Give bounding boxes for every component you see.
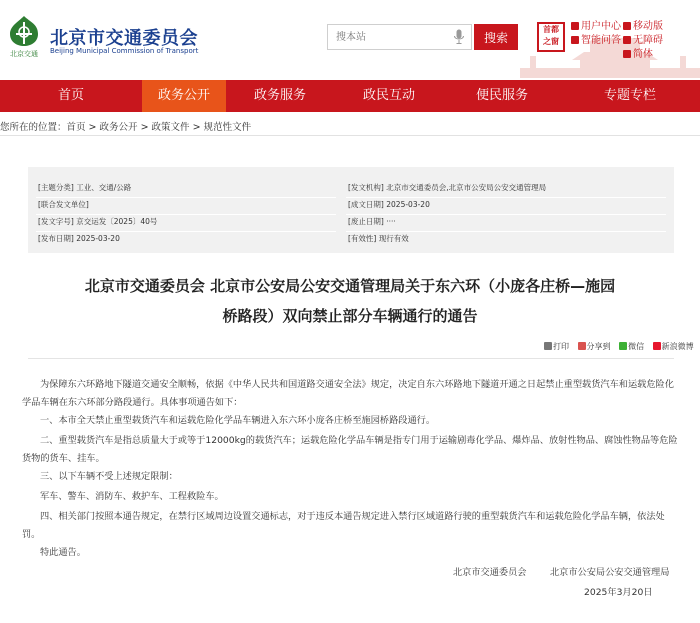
breadcrumb: [0, 119, 700, 133]
share-icon: [578, 342, 586, 350]
weibo-icon: [653, 342, 661, 350]
user-icon: [571, 22, 579, 30]
meta-divider: [36, 231, 336, 232]
search-input[interactable]: [328, 25, 446, 49]
body-paragraph: 四、相关部门按照本通告规定，在禁行区域周边设置交通标志，对于违反本通告规定进入禁行区域道路行驶的重型载货汽车和运载危险化学品车辆，依法处罚。: [22, 511, 665, 540]
breadcrumb-separator: >: [85, 122, 100, 133]
breadcrumb-gov-open[interactable]: 政务公开: [99, 122, 138, 133]
tools-divider: [28, 358, 674, 359]
search-box: [327, 24, 472, 50]
mobile-link[interactable]: 移动版: [623, 17, 663, 32]
site-name-cn[interactable]: 北京市交通委员会: [50, 28, 198, 49]
meta-divider: [346, 197, 666, 198]
traditional-chinese-link[interactable]: 简体: [623, 45, 653, 60]
body-paragraph: 军车、警车、消防车、救护车、工程救险车。: [40, 491, 224, 502]
meta-divider: [346, 231, 666, 232]
meta-issuer: [发文机构] 北京市交通委员会,北京市公安局公安交通管理局: [348, 183, 547, 192]
body-paragraph: 特此通告。: [40, 547, 86, 558]
document-metadata: [28, 167, 674, 253]
meta-published: [发布日期] 2025-03-20: [38, 234, 120, 243]
nav-item-gov-service[interactable]: 政务服务: [253, 88, 306, 103]
nav-item-gov-open[interactable]: 政务公开: [142, 80, 226, 112]
main-nav: [0, 80, 700, 112]
seal-text-bottom: 之窗: [543, 37, 559, 46]
logo-caption: 北京交通: [10, 50, 38, 58]
meta-topic: [主题分类] 工业、交通/公路: [38, 183, 132, 192]
body-paragraph: 二、重型载货汽车是指总质量大于或等于12000kg的载货汽车；运载危险化学品车辆是指专门用于运输剧毒化学品、爆炸品、放射性物品、腐蚀性物品等危险货物的货车、挂车。: [22, 435, 678, 464]
body-paragraph: 三、以下车辆不受上述规定限制：: [40, 471, 178, 482]
meta-divider: [346, 214, 666, 215]
smart-qa-link[interactable]: 智能问答: [571, 31, 621, 46]
meta-validity: [有效性] 现行有效: [348, 234, 409, 243]
article-tools: [538, 341, 694, 352]
beijing-transport-logo-icon[interactable]: [4, 12, 44, 58]
wechat-icon: [619, 342, 627, 350]
print-icon: [544, 342, 552, 350]
site-name-en: Beijing Municipal Commission of Transport: [50, 47, 199, 55]
body-paragraph: 为保障东六环路地下隧道交通安全顺畅，依据《中华人民共和国道路交通安全法》规定，决定自东六环路地下隧道开通之日起禁止重型载货汽车和运载危险化学品车辆在东六环部分路段通行。具体事项通告如下：: [22, 379, 674, 408]
body-paragraph: 一、本市全天禁止重型载货汽车和运载危险化学品车辆进入东六环小庞各庄桥至施园桥路段通行。: [40, 415, 436, 426]
meta-divider: [36, 214, 336, 215]
language-icon: [623, 50, 631, 58]
accessibility-icon: [623, 36, 631, 44]
search-button[interactable]: 搜索: [474, 24, 518, 50]
meta-divider: [36, 197, 336, 198]
breadcrumb-normative[interactable]: 规范性文件: [203, 122, 252, 133]
nav-item-interaction[interactable]: 政民互动: [362, 88, 415, 103]
mobile-icon: [623, 22, 631, 30]
breadcrumb-divider: [0, 135, 700, 136]
meta-created: [成文日期] 2025-03-20: [348, 200, 430, 209]
print-button[interactable]: 打印: [544, 342, 569, 351]
breadcrumb-separator: >: [189, 122, 204, 133]
title-line: 桥路段）双向禁止部分车辆通行的通告: [222, 307, 478, 325]
user-center-link[interactable]: 用户中心: [571, 17, 621, 32]
breadcrumb-prefix: 您所在的位置：: [0, 122, 67, 133]
meta-docno: [发文字号] 京交运发〔2025〕40号: [38, 217, 158, 226]
chat-icon: [571, 36, 579, 44]
capital-window-seal[interactable]: [537, 22, 565, 52]
seal-text-top: 首都: [543, 25, 559, 34]
site-header: [0, 0, 700, 78]
breadcrumb-separator: >: [137, 122, 152, 133]
nav-item-special[interactable]: 专题专栏: [603, 88, 656, 103]
microphone-icon[interactable]: [453, 29, 465, 45]
weibo-share-button[interactable]: 新浪微博: [653, 342, 694, 351]
nav-item-home[interactable]: 首页: [57, 88, 84, 103]
barrier-free-link[interactable]: 无障碍: [623, 31, 663, 46]
page-title: [40, 271, 660, 331]
signature-date: 2025年3月20日: [584, 587, 653, 598]
nav-item-public-service[interactable]: 便民服务: [475, 88, 528, 103]
title-line: 北京市交通委员会 北京市公安局公安交通管理局关于东六环（小庞各庄桥—施园: [84, 277, 616, 295]
wechat-share-button[interactable]: 微信: [619, 342, 644, 351]
breadcrumb-policy[interactable]: 政策文件: [151, 122, 190, 133]
signature-org-transport: 北京市交通委员会: [453, 567, 527, 578]
breadcrumb-home[interactable]: 首页: [66, 122, 86, 133]
meta-union: [联合发文单位]: [38, 200, 89, 209]
share-button[interactable]: 分享到: [578, 342, 611, 351]
meta-abolish: [废止日期] ····: [348, 217, 396, 226]
signature-org-police: 北京市公安局公安交通管理局: [550, 567, 670, 578]
